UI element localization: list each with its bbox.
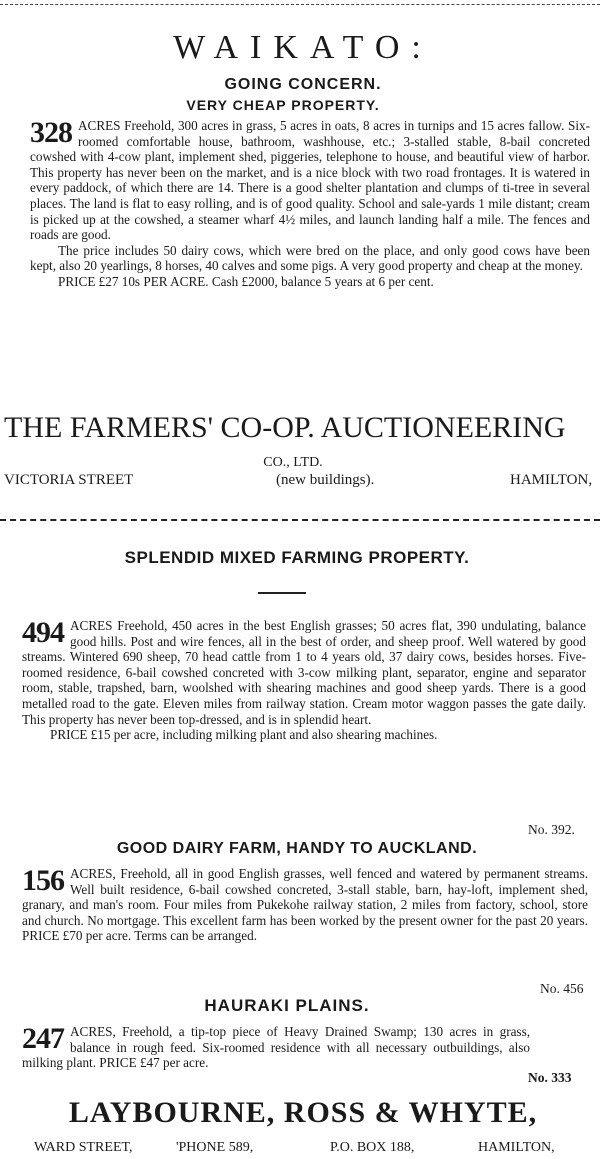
lot-156-description: ACRES, Freehold, all in good English grasses, well fenced and watered by permanent streams. Well built residence, 6-bail cowshed concreted, 3-stall stable, barn, hay-loft, implement shed, granary, and man's room. Four miles from Pukekohe railway station, 2 miles from factory, school, store and church. No mortgage. This excellent farm has been worked by the present owner for the past 20 years. PRICE £70 per acre. Terms can be arranged. bbox=[22, 866, 588, 944]
lot-156 bbox=[22, 866, 588, 944]
lot-156-heading: GOOD DAIRY FARM, HANDY TO AUCKLAND. bbox=[116, 840, 478, 857]
lot-494-number: 494 bbox=[22, 616, 64, 649]
lot-247-ref: No. 333 bbox=[528, 1070, 572, 1085]
ad2-firm: LAYBOURNE, ROSS & WHYTE, bbox=[68, 1096, 538, 1129]
lot-494-price: PRICE £15 per acre, including milking plant and also shearing machines. bbox=[50, 727, 438, 743]
ad1-description-2: The price includes 50 dairy cows, which were bred on the place, and only good cows have been kept, also 20 yearlings, 8 horses, 40 calves and some pigs. A very good property and cheap at the money. bbox=[30, 242, 590, 274]
ad2-heading-underline bbox=[258, 592, 306, 594]
ad1-heading: WAIKATO: bbox=[173, 29, 433, 66]
lot-247 bbox=[22, 1024, 530, 1071]
lot-247-heading: HAURAKI PLAINS. bbox=[204, 996, 370, 1015]
ad2-contact-street: WARD STREET, bbox=[34, 1140, 133, 1155]
section-divider bbox=[0, 519, 600, 521]
ad1-lot-number: 328 bbox=[30, 116, 72, 149]
ad1-address-mid: (new buildings). bbox=[276, 472, 375, 488]
ad1-body bbox=[30, 118, 590, 290]
lot-494 bbox=[22, 618, 586, 743]
lot-494-ref: No. 392. bbox=[528, 822, 575, 837]
lot-156-number: 156 bbox=[22, 864, 64, 897]
ad1-description: ACRES Freehold, 300 acres in grass, 5 acres in oats, 8 acres in turnips and 15 acres fallow. Six-roomed comfortable house, bathroom, washhouse, etc.; 3-stalled stable, 8-bail concreted cowshed with 4-cow plant, implement shed, piggeries, telephone to house, and beautiful view of harbor. This property has never been on the market, and is a nice block with two road frontages. It is watered in every paddock, of which there are 14. There is a good shelter plantation and clumps of ti-tree in several places. The land is flat to easy rolling, and is of good quality. School and sale-yards 1 mile distant; cream is picked up at the cowshed, a steamer wharf 4½ miles, and launch landing half a mile. The fences and roads are good. bbox=[30, 118, 590, 243]
ad1-subheading2: VERY CHEAP PROPERTY. bbox=[186, 97, 380, 113]
ad1-address-right: HAMILTON, bbox=[510, 472, 593, 488]
lot-247-number: 247 bbox=[22, 1022, 64, 1055]
ad1-address-left: VICTORIA STREET bbox=[4, 472, 134, 488]
ad1-price: PRICE £27 10s PER ACRE. Cash £2000, balance 5 years at 6 per cent. bbox=[58, 273, 434, 289]
ad2-contact-city: HAMILTON, bbox=[478, 1140, 555, 1155]
ad2-contact-phone: 'PHONE 589, bbox=[176, 1140, 254, 1155]
ad2-heading: SPLENDID MIXED FARMING PROPERTY. bbox=[124, 548, 470, 567]
lot-247-description: ACRES, Freehold, a tip-top piece of Heavy Drained Swamp; 130 acres in grass, balance in rough feed. Six-roomed residence with all necessary outbuildings, also milking plant. PRICE £47 per acre. bbox=[22, 1024, 530, 1071]
ad1-subheading: GOING CONCERN. bbox=[224, 76, 382, 93]
lot-494-description: ACRES Freehold, 450 acres in the best English grasses; 50 acres flat, 390 undulating, balance good hills. Post and wire fences, all in the best of order, and sheep proof. Well watered by good streams. Wintered 690 sheep, 70 head cattle from 1 to 4 years old, 37 dairy cows, besides horses. Five-roomed residence, 6-bail cowshed concreted with 3-cow milking plant, separator, engine and separator room, stable, trapshed, barn, woolshed with shearing machines and good sheep yards. There is a good metalled road to the gate. Eleven miles from railway station. Cream motor waggon passes the gate daily. This property has never been top-dressed, and is in splendid heart. bbox=[22, 618, 586, 727]
top-rule bbox=[0, 4, 600, 5]
ad1-firm: THE FARMERS' CO-OP. AUCTIONEERING bbox=[4, 411, 566, 444]
ad2-contact-box: P.O. BOX 188, bbox=[330, 1140, 415, 1155]
lot-156-ref: No. 456 bbox=[540, 981, 584, 996]
ad1-firm-suffix: CO., LTD. bbox=[263, 455, 323, 470]
